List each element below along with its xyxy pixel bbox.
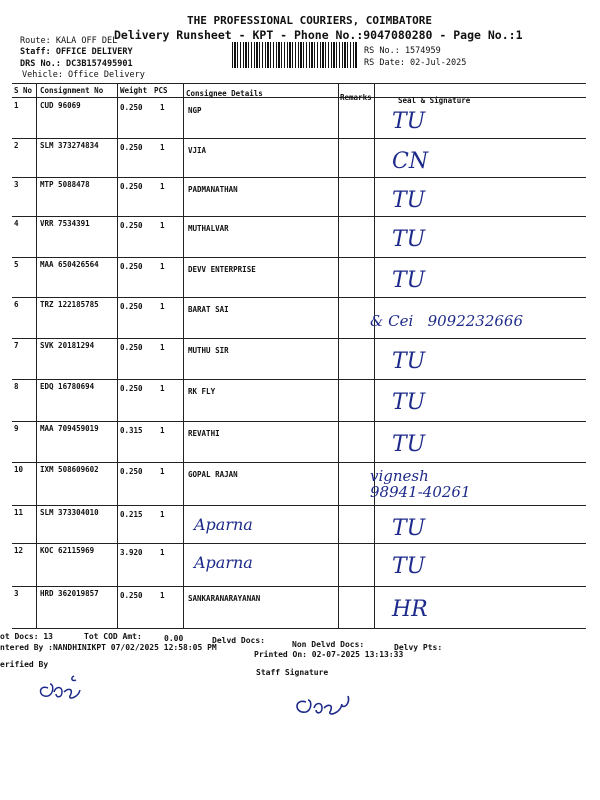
cell-pcs: 1 [160, 143, 165, 152]
cell-pcs: 1 [160, 103, 165, 112]
handwritten-signature: TU [392, 390, 426, 415]
row-divider [12, 628, 586, 629]
cell-consignee: MUTHU SIR [188, 346, 229, 355]
cell-pcs: 1 [160, 548, 165, 557]
handwritten-signature: HR [392, 597, 428, 622]
cell-weight: 3.920 [120, 548, 143, 557]
staff-signature [290, 682, 360, 718]
drs-number: DRS No.: DC3B157495901 [20, 59, 133, 69]
cell-weight: 0.250 [120, 221, 143, 230]
cell-weight: 0.215 [120, 510, 143, 519]
cell-consignee: SANKARANARAYANAN [188, 594, 261, 603]
cell-consignee: REVATHI [188, 429, 220, 438]
col-divider [374, 83, 375, 628]
cell-consignee: MUTHALVAR [188, 224, 229, 233]
cell-consignee: RK FLY [188, 387, 216, 396]
row-divider [12, 257, 586, 258]
handwritten-signature: TU [392, 268, 426, 293]
barcode-image [232, 42, 358, 68]
handwritten-signature: TU [392, 109, 426, 134]
cell-pcs: 1 [160, 384, 165, 393]
handwritten-signature: TU [392, 188, 426, 213]
cell-pcs: 1 [160, 343, 165, 352]
runsheet-title: Delivery Runsheet - KPT - Phone No.:9047080280 - Page No.:1 [114, 28, 523, 42]
total-docs: ot Docs: 13 [0, 632, 53, 641]
col-sno: S No [14, 86, 33, 95]
vehicle: Vehicle: Office Delivery [22, 70, 145, 80]
cell-sno: 3 [14, 589, 19, 598]
row-divider [12, 379, 586, 380]
cell-pcs: 1 [160, 262, 165, 271]
verified-by: erified By [0, 660, 49, 669]
col-consignee: Consignee Details [186, 89, 263, 98]
cell-sno: 2 [14, 141, 19, 150]
delivery-points: Delvy Pts: [394, 643, 443, 652]
handwritten-signature: CN [392, 149, 429, 174]
cell-pcs: 1 [160, 591, 165, 600]
cell-consignment: MAA 709459019 [40, 424, 99, 433]
handwritten-signature: TU [392, 554, 426, 579]
cell-sno: 12 [14, 546, 24, 555]
cell-weight: 0.250 [120, 182, 143, 191]
cell-sno: 7 [14, 341, 19, 350]
cell-sno: 9 [14, 424, 19, 433]
cell-consignment: MAA 650426564 [40, 260, 99, 269]
handwritten-signature: TU [392, 432, 426, 457]
handwritten-signature: TU [392, 516, 426, 541]
row-divider [12, 421, 586, 422]
cell-consignment: SVK 20181294 [40, 341, 95, 350]
total-cod-label: Tot COD Amt: [84, 632, 142, 641]
company-name: THE PROFESSIONAL COURIERS, COIMBATORE [187, 14, 433, 27]
cell-consignment: MTP 5088478 [40, 180, 90, 189]
cell-pcs: 1 [160, 426, 165, 435]
row-divider [12, 505, 586, 506]
header-bottom-border [12, 97, 586, 98]
cell-consignee: DEVV ENTERPRISE [188, 265, 256, 274]
delivered-docs: Delvd Docs: [212, 636, 265, 645]
handwritten-consignee: Aparna [194, 553, 253, 572]
verifier-signature [34, 668, 94, 702]
cell-pcs: 1 [160, 302, 165, 311]
row-divider [12, 462, 586, 463]
cell-weight: 0.250 [120, 591, 143, 600]
cell-pcs: 1 [160, 510, 165, 519]
cell-weight: 0.315 [120, 426, 143, 435]
col-divider [36, 83, 37, 628]
cell-consignment: CUD 96069 [40, 101, 81, 110]
cell-sno: 1 [14, 101, 19, 110]
cell-pcs: 1 [160, 221, 165, 230]
staff: Staff: OFFICE DELIVERY [20, 47, 133, 57]
cell-consignee: NGP [188, 106, 202, 115]
cell-pcs: 1 [160, 467, 165, 476]
cell-weight: 0.250 [120, 302, 143, 311]
non-delivered-docs: Non Delvd Docs: [292, 640, 365, 649]
row-divider [12, 297, 586, 298]
row-divider [12, 586, 586, 587]
staff-signature-label: Staff Signature [256, 668, 329, 677]
cell-weight: 0.250 [120, 143, 143, 152]
cell-sno: 5 [14, 260, 19, 269]
col-weight: Weight [120, 86, 148, 95]
cell-sno: 11 [14, 508, 24, 517]
cell-consignment: SLM 373274834 [40, 141, 99, 150]
table-top-border [12, 83, 586, 84]
row-divider [12, 177, 586, 178]
total-cod-value: 0.00 [164, 634, 184, 643]
col-seal: Seal & Signature [398, 96, 471, 105]
col-pcs: PCS [154, 86, 168, 95]
cell-consignment: VRR 7534391 [40, 219, 90, 228]
cell-consignment: IXM 508609602 [40, 465, 99, 474]
printed-on: Printed On: 02-07-2025 13:13:33 [254, 650, 404, 659]
cell-sno: 8 [14, 382, 19, 391]
col-divider [117, 83, 118, 628]
cell-consignment: SLM 373304010 [40, 508, 99, 517]
handwritten-signature: vignesh 98941-40261 [370, 467, 471, 501]
entered-by: ntered By :NANDHINIKPT 07/02/2025 12:58:05 PM [0, 643, 217, 652]
cell-consignment: HRD 362019857 [40, 589, 99, 598]
row-divider [12, 138, 586, 139]
handwritten-signature: TU [392, 349, 426, 374]
cell-sno: 3 [14, 180, 19, 189]
row-divider [12, 543, 586, 544]
cell-pcs: 1 [160, 182, 165, 191]
row-divider [12, 216, 586, 217]
handwritten-signature: & Cei 9092232666 [370, 312, 524, 330]
col-divider [338, 83, 339, 628]
rs-number: RS No.: 1574959 [364, 46, 441, 56]
route: Route: KALA OFF DEL [20, 36, 118, 46]
cell-consignment: EDQ 16780694 [40, 382, 95, 391]
col-divider [183, 83, 184, 628]
rs-date: RS Date: 02-Jul-2025 [364, 58, 467, 68]
row-divider [12, 338, 586, 339]
handwritten-consignee: Aparna [194, 515, 253, 534]
cell-consignment: TRZ 122185785 [40, 300, 99, 309]
cell-sno: 6 [14, 300, 19, 309]
cell-weight: 0.250 [120, 467, 143, 476]
cell-weight: 0.250 [120, 103, 143, 112]
handwritten-signature: TU [392, 227, 426, 252]
cell-consignment: KOC 62115969 [40, 546, 95, 555]
cell-sno: 10 [14, 465, 24, 474]
cell-consignee: PADMANATHAN [188, 185, 238, 194]
cell-weight: 0.250 [120, 384, 143, 393]
col-remarks: Remarks [340, 93, 372, 102]
cell-weight: 0.250 [120, 343, 143, 352]
cell-consignee: BARAT SAI [188, 305, 229, 314]
cell-weight: 0.250 [120, 262, 143, 271]
cell-consignee: VJIA [188, 146, 207, 155]
cell-consignee: GOPAL RAJAN [188, 470, 238, 479]
col-consignment: Consignment No [40, 86, 104, 95]
cell-sno: 4 [14, 219, 19, 228]
